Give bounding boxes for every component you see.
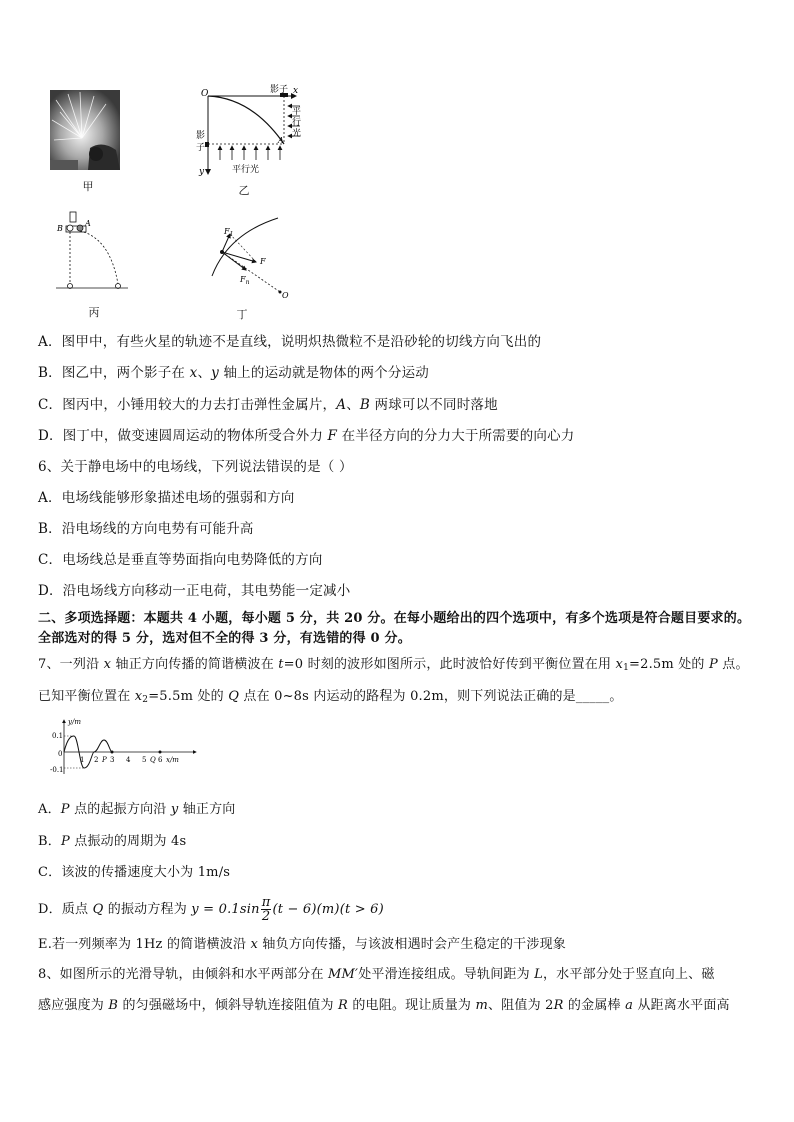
section2-line2: 全部选对的得 5 分，选对但不全的得 3 分，有选错的得 0 分。: [38, 631, 411, 646]
label-fn: $F_n$: [240, 275, 250, 286]
x-tick-5: 5: [142, 756, 147, 764]
q5-option-d: D．图丁中，做变速圆周运动的物体所受合外力 F 在半径方向的分力大于所需要的向心力: [38, 428, 575, 444]
label-origin: O: [201, 89, 209, 99]
equation-fraction: $\frac{\pi}{2}$: [261, 895, 271, 924]
figure-bing: [52, 208, 132, 294]
q7-option-b: B．P 点振动的周期为 4s: [38, 834, 187, 849]
trajectory-curve: [208, 96, 284, 144]
label-q: Q: [150, 756, 156, 764]
label-shadow-left-1: 影: [196, 131, 206, 141]
x-tick-3: 3: [110, 756, 115, 764]
q6-stem: 6、关于静电场中的电场线，下列说法错误的是（ ）: [38, 459, 353, 475]
sparks-photo: [50, 90, 120, 170]
label-b: B: [57, 224, 63, 233]
figure-bing-caption: 丙: [88, 306, 100, 319]
q7-stem-line1: 7、一列沿 x 轴正方向传播的简谐横波在 t=0 时刻的波形如图所示，此时波恰好传到平衡位置在用 $x_1=2.5m$ 处的 P 点。: [38, 657, 749, 673]
q8-line2: 感应强度为 B 的匀强磁场中，倾斜导轨连接阻值为 R 的电阻。现让质量为 m、阻值为 2R 的金属棒 a 从距离水平面高: [38, 998, 730, 1013]
q5-option-b: B．图乙中，两个影子在 x、y 轴上的运动就是物体的两个分运动: [38, 365, 429, 381]
label-f: F: [260, 257, 266, 266]
q6-option-a: A．电场线能够形象描述电场的强弱和方向: [38, 490, 295, 506]
figure-jia-caption: 甲: [82, 180, 94, 193]
q6-option-b: B．沿电场线的方向电势有可能升高: [38, 521, 254, 537]
x-unit: x/m: [166, 756, 179, 764]
label-x-axis: x: [293, 86, 299, 96]
figure-yi-caption: 乙: [238, 184, 250, 197]
x-tick-4: 4: [126, 756, 131, 764]
label-o: O: [282, 291, 289, 300]
label-p: P: [102, 756, 107, 764]
y-tick-zero: 0: [58, 750, 63, 758]
q6-option-c: C．电场线总是垂直等势面指向电势降低的方向: [38, 552, 323, 568]
label-right-light-2: 行: [292, 118, 302, 128]
label-right-light-1: 平: [292, 107, 302, 117]
q6-option-d: D．沿电场线方向移动一正电荷，其电势能一定减小: [38, 583, 351, 599]
q7-wave-graph: [50, 716, 200, 778]
section2-line1: 二、多项选择题：本题共 4 小题，每小题 5 分，共 20 分。在每小题给出的四个选项中，有多个选项是符合题目要求的。: [38, 611, 751, 626]
y-unit: y/m: [68, 718, 81, 726]
label-right-light-3: 光: [292, 129, 302, 139]
q7-option-c: C．该波的传播速度大小为 1m/s: [38, 865, 231, 880]
x-tick-1: 1: [80, 756, 85, 764]
x-tick-6: 6: [158, 756, 163, 764]
y-tick-top: 0.1: [52, 732, 64, 740]
figure-ding-caption: 丁: [236, 308, 248, 321]
q5-option-c: C．图丙中，小锤用较大的力去打击弹性金属片，A、B 两球可以不同时落地: [38, 397, 498, 413]
q7-option-a: A．P 点的起振方向沿 y 轴正方向: [38, 802, 236, 817]
q7-stem-line2: 已知平衡位置在 $x_2=5.5m$ 处的 Q 点在 0~8s 内运动的路程为 0.2m，则下列说法正确的是_____。: [38, 689, 623, 705]
x-tick-2: 2: [94, 756, 99, 764]
q8-line1: 8、如图所示的光滑导轨，由倾斜和水平两部分在 MM′处平滑连接组成。导轨间距为 L，水平部分处于竖直向上、磁: [38, 967, 715, 982]
label-a: A: [85, 219, 91, 228]
q7-option-e: E.若一列频率为 1Hz 的简谐横波沿 x 轴负方向传播，与该波相遇时会产生稳定的干涉现象: [38, 937, 566, 952]
figure-yi: [192, 84, 302, 182]
label-shadow-top: 影子: [270, 85, 289, 95]
label-point-a: A: [278, 136, 284, 145]
figure-jia: [50, 90, 120, 170]
y-tick-bottom: -0.1: [50, 766, 64, 774]
label-y-axis: y: [199, 167, 205, 177]
q7-option-d: D．质点 Q 的振动方程为 y = 0.1sin $\frac{\pi}{2}$ (t − 6)(m)(t > 6): [38, 895, 384, 924]
label-f1: $F_1$: [224, 227, 234, 238]
label-bottom-light: 平行光: [232, 165, 260, 175]
figure-ding: [200, 214, 296, 304]
label-shadow-left-2: 子: [196, 143, 206, 153]
q5-option-a: A．图甲中，有些火星的轨迹不是直线，说明炽热微粒不是沿砂轮的切线方向飞出的: [38, 334, 542, 350]
